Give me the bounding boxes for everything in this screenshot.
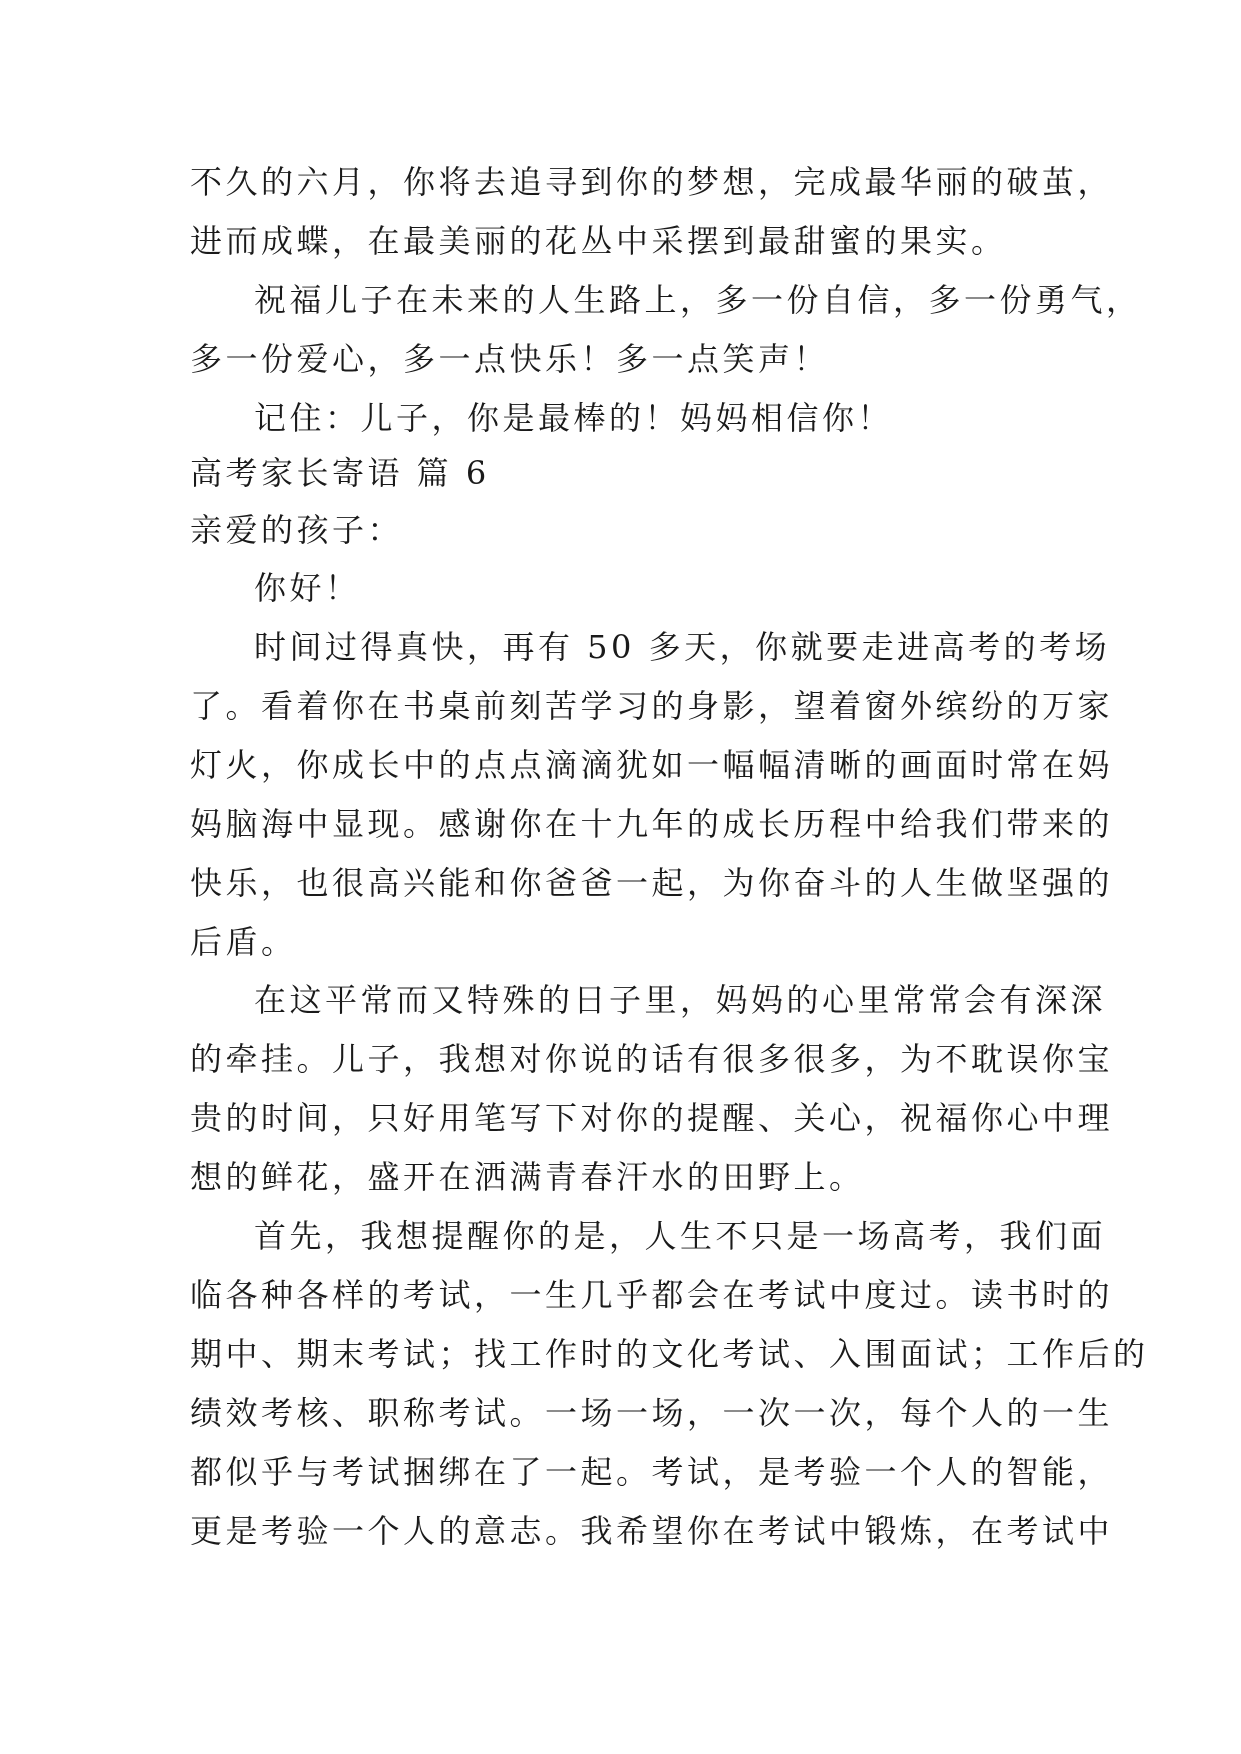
text-line: 都似乎与考试捆绑在了一起。考试，是考验一个人的智能，	[190, 1453, 1114, 1491]
text-line: 绩效考核、职称考试。一场一场，一次一次，每个人的一生	[190, 1394, 1114, 1432]
text-line: 的牵挂。儿子，我想对你说的话有很多很多，为不耽误你宝	[190, 1040, 1114, 1078]
text-line: 不久的六月，你将去追寻到你的梦想，完成最华丽的破茧，	[190, 163, 1114, 201]
paragraph-start-line: 首先，我想提醒你的是，人生不只是一场高考，我们面	[254, 1217, 1107, 1255]
text-line: 想的鲜花，盛开在洒满青春汗水的田野上。	[190, 1158, 865, 1196]
greeting: 你好！	[254, 569, 361, 607]
paragraph-start-line: 记住：儿子，你是最棒的！妈妈相信你！	[254, 399, 894, 437]
text-line: 进而成蝶，在最美丽的花丛中采摆到最甜蜜的果实。	[190, 222, 1007, 260]
text-line: 灯火，你成长中的点点滴滴犹如一幅幅清晰的画面时常在妈	[190, 746, 1114, 784]
text-line: 临各种各样的考试，一生几乎都会在考试中度过。读书时的	[190, 1276, 1114, 1314]
paragraph-start-line: 祝福儿子在未来的人生路上，多一份自信，多一份勇气，	[254, 281, 1142, 319]
text-line: 妈脑海中显现。感谢你在十九年的成长历程中给我们带来的	[190, 805, 1114, 843]
text-line: 更是考验一个人的意志。我希望你在考试中锻炼，在考试中	[190, 1512, 1114, 1550]
text-line: 快乐，也很高兴能和你爸爸一起，为你奋斗的人生做坚强的	[190, 864, 1114, 902]
paragraph-start-line: 时间过得真快，再有 50 多天，你就要走进高考的考场	[254, 628, 1111, 666]
paragraph-start-line: 在这平常而又特殊的日子里，妈妈的心里常常会有深深	[254, 981, 1107, 1019]
text-line: 多一份爱心，多一点快乐！多一点笑声！	[190, 340, 830, 378]
text-line: 了。看着你在书桌前刻苦学习的身影，望着窗外缤纷的万家	[190, 687, 1114, 725]
text-line: 期中、期末考试；找工作时的文化考试、入围面试；工作后的	[190, 1335, 1149, 1373]
text-line: 贵的时间，只好用笔写下对你的提醒、关心，祝福你心中理	[190, 1099, 1114, 1137]
section-heading: 高考家长寄语 篇 6	[190, 454, 490, 492]
salutation: 亲爱的孩子：	[190, 511, 404, 549]
text-line: 后盾。	[190, 923, 297, 961]
